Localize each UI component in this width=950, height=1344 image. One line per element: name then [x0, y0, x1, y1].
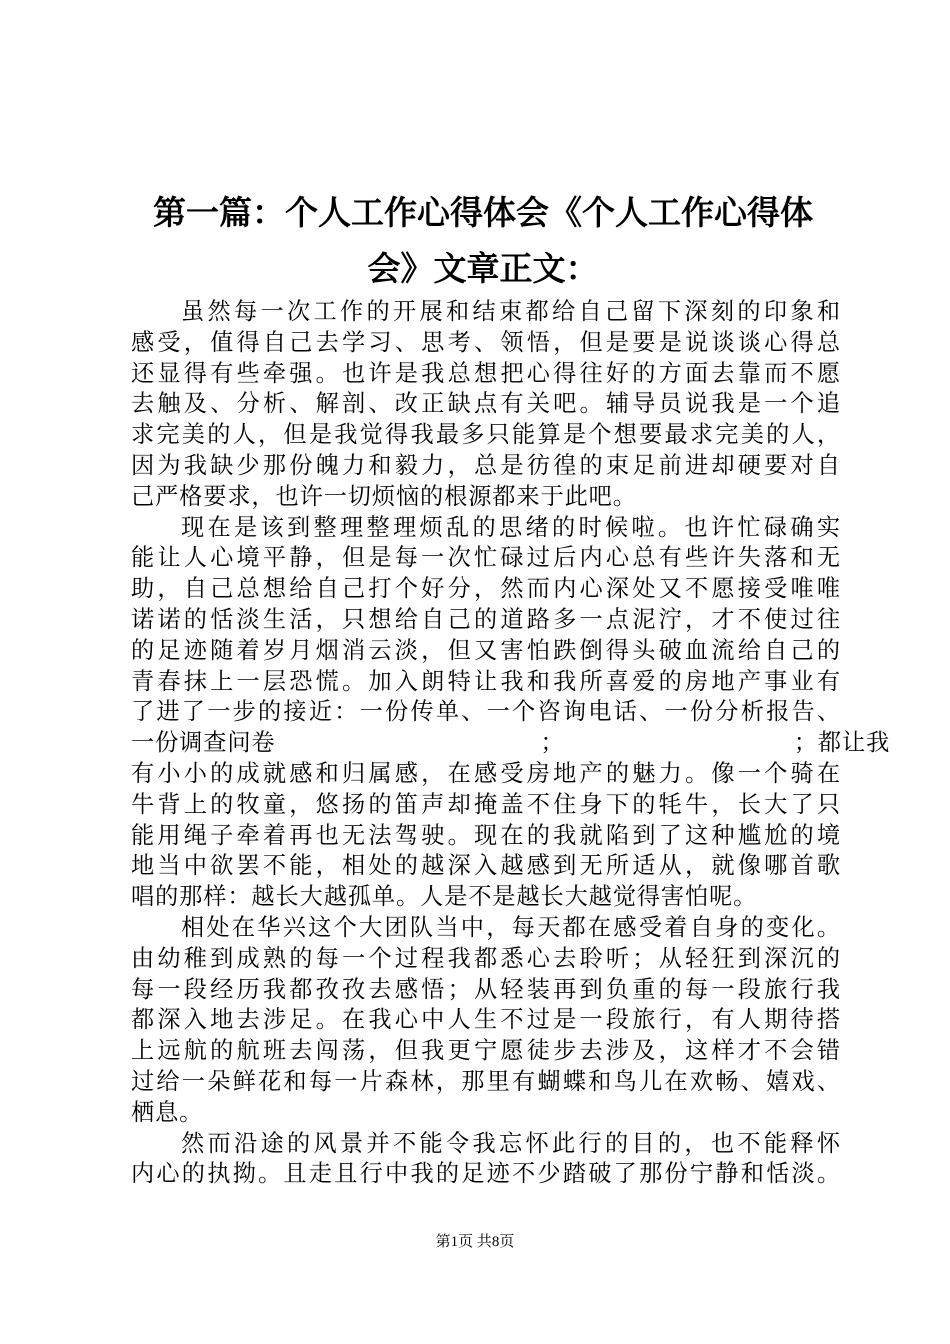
paragraph-line: 栖息。 [131, 1098, 204, 1126]
paragraph-line: 都深入地去涉足。在我心中人生不过是一段旅行，有人期待搭 [131, 1006, 841, 1034]
paragraph-line: 诺诺的恬淡生活，只想给自己的道路多一点泥泞，才不使过往 [131, 605, 841, 633]
paragraph-line: 内心的执拗。且走且行中我的足迹不少踏破了那份宁静和恬淡。 [131, 1160, 841, 1188]
paragraph-line: 感受，值得自己去学习、思考、领悟，但是要是说谈谈心得总 [131, 328, 841, 356]
paragraph-line: 过给一朵鲜花和每一片森林，那里有蝴蝶和鸟儿在欢畅、嬉戏、 [131, 1067, 841, 1095]
paragraph-line: 然而沿途的风景并不能令我忘怀此行的目的，也不能释怀 [181, 1129, 841, 1157]
paragraph-line: 了进了一步的接近：一份传单、一个咨询电话、一份分析报告、 [131, 698, 841, 726]
paragraph-line: 相处在华兴这个大团队当中，每天都在感受着自身的变化。 [181, 913, 841, 941]
document-title [128, 185, 838, 297]
body-paragraph [131, 297, 841, 513]
title-line: 第一篇：个人工作心得体会《个人工作心得体 [153, 193, 813, 232]
paragraph-line: 己严格要求，也许一切烦恼的根源都来于此吧。 [131, 482, 637, 510]
paragraph-line: 能让人心境平静，但是每一次忙碌过后内心总有些许失落和无 [131, 544, 841, 572]
paragraph-line: 青春抹上一层恐慌。加入朗特让我和我所喜爱的房地产事业有 [131, 667, 841, 695]
paragraph-line: 因为我缺少那份魄力和毅力，总是彷徨的束足前进却硬要对自 [131, 451, 841, 479]
paragraph-line: 一份调查问卷 ； ；都让我 [131, 729, 891, 757]
paragraph-line: 每一段经历我都孜孜去感悟；从轻装再到负重的每一段旅行我 [131, 975, 841, 1003]
body-paragraph [131, 1129, 841, 1191]
paragraph-line: 助，自己总想给自己打个好分，然而内心深处又不愿接受唯唯 [131, 575, 841, 603]
paragraph-line: 牛背上的牧童，悠扬的笛声却掩盖不住身下的牦牛，长大了只 [131, 790, 841, 818]
paragraph-line: 上远航的航班去闯荡，但我更宁愿徒步去涉及，这样才不会错 [131, 1037, 841, 1065]
paragraph-line: 求完美的人，但是我觉得我最多只能算是个想要最求完美的人， [131, 421, 841, 449]
paragraph-line: 现在是该到整理整理烦乱的思绪的时候啦。也许忙碌确实 [181, 513, 841, 541]
paragraph-line: 地当中欲罢不能，相处的越深入越感到无所适从，就像哪首歌 [131, 852, 841, 880]
paragraph-line: 虽然每一次工作的开展和结束都给自己留下深刻的印象和 [181, 298, 841, 325]
paragraph-line: 还显得有些牵强。也许是我总想把心得往好的方面去靠而不愿 [131, 359, 841, 387]
body-paragraph [131, 913, 841, 1129]
paragraph-line: 去触及、分析、解剖、改正缺点有关吧。辅导员说我是一个追 [131, 390, 841, 418]
paragraph-line: 由幼稚到成熟的每一个过程我都悉心去聆听；从轻狂到深沉的 [131, 944, 841, 972]
document-body [131, 297, 891, 1190]
paragraph-line: 唱的那样：越长大越孤单。人是不是越长大越觉得害怕呢。 [131, 883, 758, 911]
page-footer: 第1页 共8页 [435, 1234, 515, 1250]
body-paragraph [131, 513, 891, 913]
paragraph-line: 能用绳子牵着再也无法驾驶。现在的我就陷到了这种尴尬的境 [131, 821, 841, 849]
paragraph-line: 的足迹随着岁月烟消云淡，但又害怕跌倒得头破血流给自己的 [131, 636, 841, 664]
paragraph-line: 有小小的成就感和归属感，在感受房地产的魅力。像一个骑在 [131, 759, 841, 787]
title-line: 会》文章正文： [367, 249, 599, 288]
